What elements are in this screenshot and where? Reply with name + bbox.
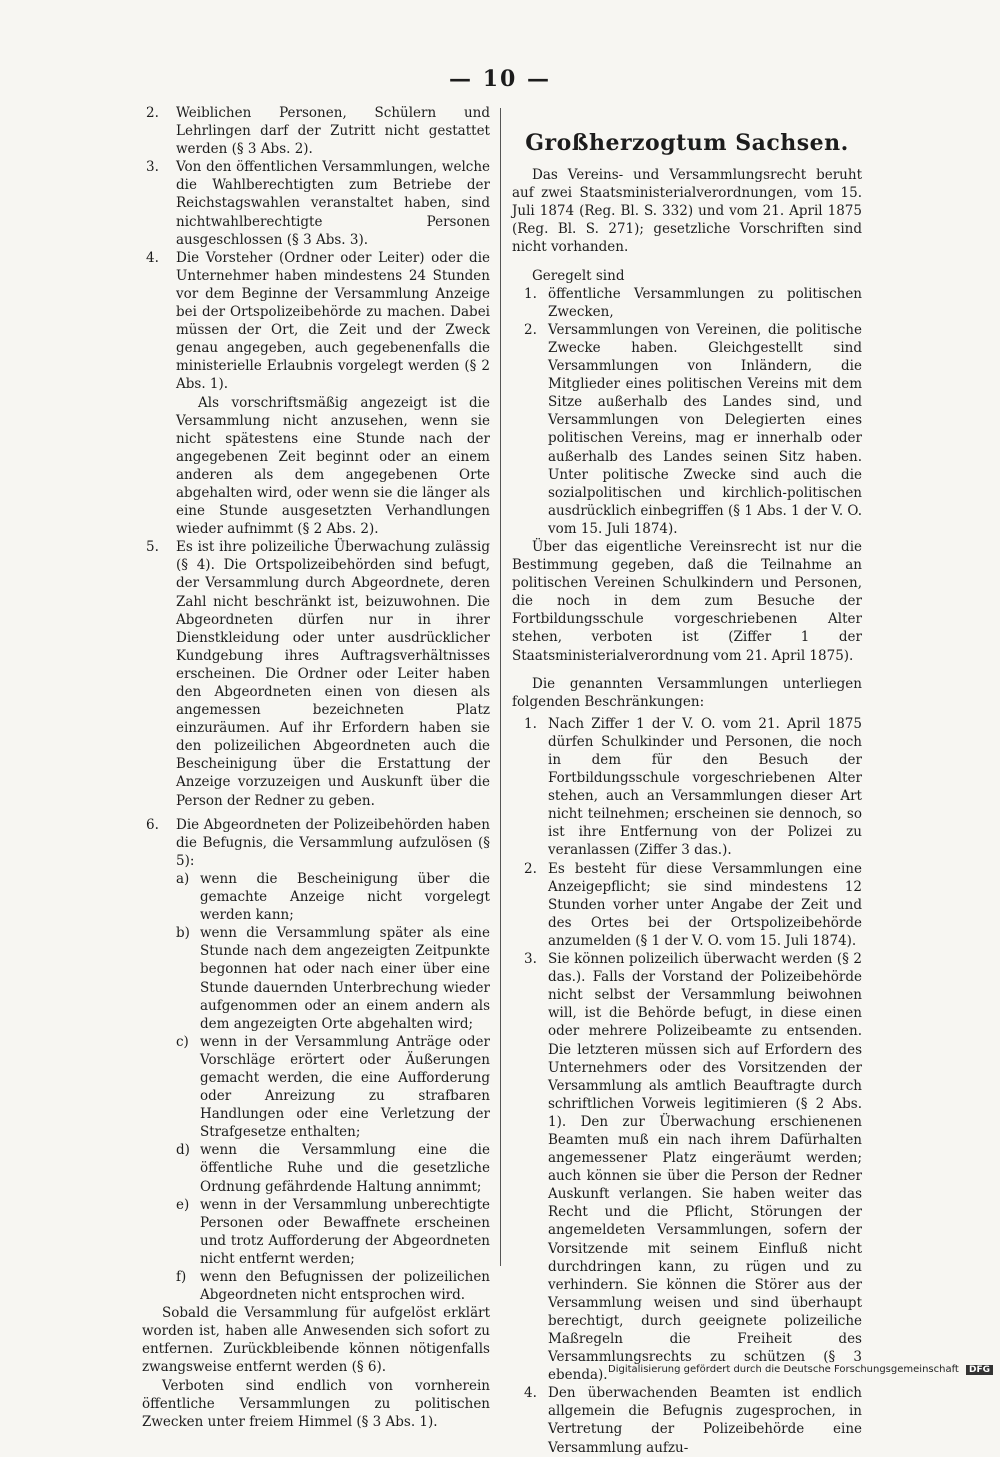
- sub-item: [142, 1033, 490, 1142]
- item-number: 1.: [524, 285, 537, 302]
- item-continuation: Als vorschriftsmäßig angezeigt ist die Versammlung nicht anzusehen, wenn sie nicht spätestens eine Stunde nach der angegebenen Zeit beginnt oder an einem anderen als dem angegebenen Orte abgehalten wird, oder wenn sie die länger als eine Stunde ausgesetzten Verhandlungen wieder aufnimmt (§ 2 Abs. 2).: [176, 394, 490, 538]
- paragraph: Über das eigentliche Vereinsrecht ist nur die Bestimmung gegeben, daß die Teilnahme an politischen Vereinen Schulkindern und Personen, die noch in dem zum Besuche der Fortbildungsschule vorgeschriebenen Alter stehen, verboten ist (Ziffer 1 der Staatsministerialverordnung vom 21. April 1875).: [512, 538, 862, 664]
- list-item: [142, 249, 490, 394]
- paragraph: Verboten sind endlich von vornherein öffentliche Versammlungen zu politischen Zwecken unter freiem Himmel (§ 3 Abs. 1).: [142, 1377, 490, 1430]
- item-text: Die Vorsteher (Ordner oder Leiter) oder die Unternehmer haben mindestens 24 Stunden vor dem Beginne der Versammlung Anzeige bei der Ortspolizeibehörde zu machen. Dabei müssen der Ort, die Zeit und der Zweck genau angegeben, auch gegebenenfalls die ministerielle Erlaubnis vorgelegt werden (§ 2 Abs. 1).: [176, 249, 490, 393]
- item-number: 6.: [146, 816, 159, 833]
- item-number: 1.: [524, 715, 537, 732]
- sub-item-text: wenn die Versammlung später als eine Stunde nach dem angezeigten Zeitpunkte begonnen hat oder nach einer über eine Stunde dauernden Unterbrechung wieder aufgenommen oder an einem andern als dem angezeigten Orte abgehalten wird;: [200, 925, 490, 1032]
- list-item: [512, 321, 862, 538]
- item-text: Es ist ihre polizeiliche Überwachung zulässig (§ 4). Die Ortspolizeibehörden sind befugt, der Versammlung durch Abgeordnete, deren Zahl nicht beschränkt ist, beizuwohnen. Die Abgeordneten dürfen nur in ihrer Dienstkleidung oder unter ausdrücklicher Kundgebung ihres Auftragsverhältnisses erscheinen. Die Ordner oder Leiter haben den Abgeordneten einen von diesen als angemessen bezeichneten Platz einzuräumen. Auf ihr Erfordern haben sie den polizeilichen Abgeordneten auch die Bescheinigung über die Erstattung der Anzeige vorzuzeigen und Auskunft über die Person der Redner zu geben.: [176, 539, 490, 809]
- item-number: 4.: [524, 1385, 537, 1402]
- item-text: Den überwachenden Beamten ist endlich allgemein die Befugnis zugesprochen, in Vertretung der Polizeibehörde eine Versammlung aufzu-: [548, 1385, 862, 1456]
- paragraph: Die genannten Versammlungen unterliegen folgenden Beschränkungen:: [512, 675, 862, 710]
- list-item: [512, 950, 862, 1384]
- page-number: — 10 —: [449, 66, 551, 92]
- sub-item-text: wenn die Bescheinigung über die gemachte Anzeige nicht vorgelegt werden kann;: [200, 870, 490, 924]
- sub-item: [142, 924, 490, 1033]
- list-item: [142, 158, 490, 248]
- sub-item-letter: d): [176, 1142, 190, 1159]
- item-text: Versammlungen von Vereinen, die politische Zwecke haben. Gleichgestellt sind Versammlungen von Inländern, die Mitglieder eines politischen Vereins mit dem Sitze außerhalb des Landes sind, und Versammlungen von Delegierten eines politischen Vereins, mag er innerhalb oder außerhalb des Landes seinen Sitz haben. Unter politische Zwecke sind auch die sozialpolitischen und kirchlich-politischen ausdrücklich einbegriffen (§ 1 Abs. 1 der V. O. vom 15. Juli 1874).: [548, 321, 862, 537]
- dfg-logo: DFG: [966, 1365, 993, 1375]
- item-number: 2.: [524, 860, 537, 877]
- sub-item-letter: b): [176, 925, 190, 942]
- list-item: [512, 860, 862, 950]
- item-number: 2.: [146, 105, 159, 121]
- column-divider: [500, 108, 501, 1266]
- item-text: Sie können polizeilich überwacht werden (§ 2 das.). Falls der Vorstand der Polizeibehörde nicht selbst der Versammlung beiwohnen will, ist die Behörde befugt, in diese einen oder mehrere Polizeibeamte zu entsenden. Die letzteren müssen sich auf Erfordern des Unternehmers oder des Vorsitzenden der Versammlung als amtlich Beauftragte durch schriftlichen Vorweis legitimieren (§ 2 Abs. 1). Den zur Überwachung erschienenen Beamten muß ein nach ihrem Dafürhalten angemessener Platz eingeräumt werden; auch können sie über die Person der Redner Auskunft verlangen. Sie haben weiter das Recht und die Pflicht, Störungen der angemeldeten Versammlungen, sofern der Vorsitzende mit seinem Einfluß nicht durchdringen kann, zu rügen und zu verhindern. Sie können die Störer aus der Versammlung weisen und sind überhaupt berechtigt, durch geeignete polizeiliche Maßregeln die Freiheit des Versammlungsrechts zu schützen (§ 3 ebenda).: [548, 951, 862, 1384]
- item-number: 3.: [146, 159, 159, 176]
- sub-item: [142, 1141, 490, 1195]
- sub-item: [142, 1268, 490, 1304]
- paragraph: Sobald die Versammlung für aufgelöst erklärt worden ist, haben alle Anwesenden sich sofort zu entfernen. Zurückbleibende können nötigenfalls zwangsweise entfernt werden (§ 6).: [142, 1305, 490, 1376]
- sub-item-text: wenn in der Versammlung Anträge oder Vorschläge erörtert oder Äußerungen gemacht werden, die eine Aufforderung oder Anreizung zu strafbaren Handlungen oder eine Verletzung der Strafgesetze enthalten;: [200, 1033, 490, 1141]
- item-text: Nach Ziffer 1 der V. O. vom 21. April 1875 dürfen Schulkinder und Personen, die noch in dem für den Besuch der Fortbildungsschule vorgeschriebenen Alter stehen, auch an Versammlungen dieser Art nicht teilnehmen; erscheinen sie dennoch, so ist ihre Entfernung von der Polizei zu veranlassen (Ziffer 3 das.).: [548, 715, 862, 859]
- item-number: 5.: [146, 539, 159, 556]
- list-item: [142, 816, 490, 870]
- paragraph: Geregelt sind: [532, 267, 625, 284]
- list-item: [142, 104, 490, 158]
- item-text: öffentliche Versammlungen zu politischen Zwecken,: [548, 285, 862, 320]
- sub-item: [142, 870, 490, 924]
- right-column: [512, 104, 862, 1457]
- item-text: Von den öffentlichen Versammlungen, welche die Wahlberechtigten zum Betriebe der Reichstagswahlen veranstaltet haben, sind nichtwahlberechtigte Personen ausgeschlossen (§ 3 Abs. 3).: [176, 159, 490, 248]
- sub-item-text: wenn den Befugnissen der polizeilichen Abgeordneten nicht entsprochen wird.: [200, 1269, 490, 1304]
- item-text: Die Abgeordneten der Polizeibehörden haben die Befugnis, die Versammlung aufzulösen (§ 5):: [176, 816, 490, 869]
- section-heading: Großherzogtum Sachsen.: [525, 130, 849, 156]
- sub-item-text: wenn die Versammlung eine die öffentliche Ruhe und die gesetzliche Ordnung gefährdende Haltung annimmt;: [200, 1142, 490, 1195]
- footer-text: Digitalisierung gefördert durch die Deutsche Forschungsgemeinschaft: [608, 1364, 959, 1375]
- left-column: [142, 104, 490, 1431]
- list-item: [512, 285, 862, 321]
- sub-item-letter: f): [176, 1269, 187, 1285]
- item-text: Weiblichen Personen, Schülern und Lehrlingen darf der Zutritt nicht gestattet werden (§ 3 Abs. 2).: [176, 105, 490, 158]
- item-text: Es besteht für diese Versammlungen eine Anzeigepflicht; sie sind mindestens 12 Stunden vorher unter Angabe der Zeit und des Ortes bei der Ortspolizeibehörde anzumelden (§ 1 der V. O. vom 15. Juli 1874).: [548, 860, 862, 949]
- sub-item-letter: e): [176, 1196, 190, 1213]
- paragraph: Das Vereins- und Versammlungsrecht beruht auf zwei Staatsministerialverordnungen, vom 15. Juli 1874 (Reg. Bl. S. 332) und vom 21. April 1875 (Reg. Bl. S. 271); gesetzliche Vorschriften sind nicht vorhanden.: [512, 167, 862, 256]
- digitization-footer: [608, 1364, 993, 1375]
- item-number: 3.: [524, 951, 537, 968]
- sub-item-letter: a): [176, 870, 190, 887]
- sub-item: [142, 1196, 490, 1268]
- list-item: [512, 715, 862, 860]
- list-item: [512, 1384, 862, 1456]
- item-number: 2.: [524, 321, 537, 338]
- list-item: [142, 538, 490, 809]
- item-number: 4.: [146, 249, 159, 266]
- sub-item-text: wenn in der Versammlung unberechtigte Personen oder Bewaffnete erscheinen und trotz Aufforderung der Abgeordneten nicht entfernt werden;: [200, 1196, 490, 1267]
- sub-item-letter: c): [176, 1033, 189, 1050]
